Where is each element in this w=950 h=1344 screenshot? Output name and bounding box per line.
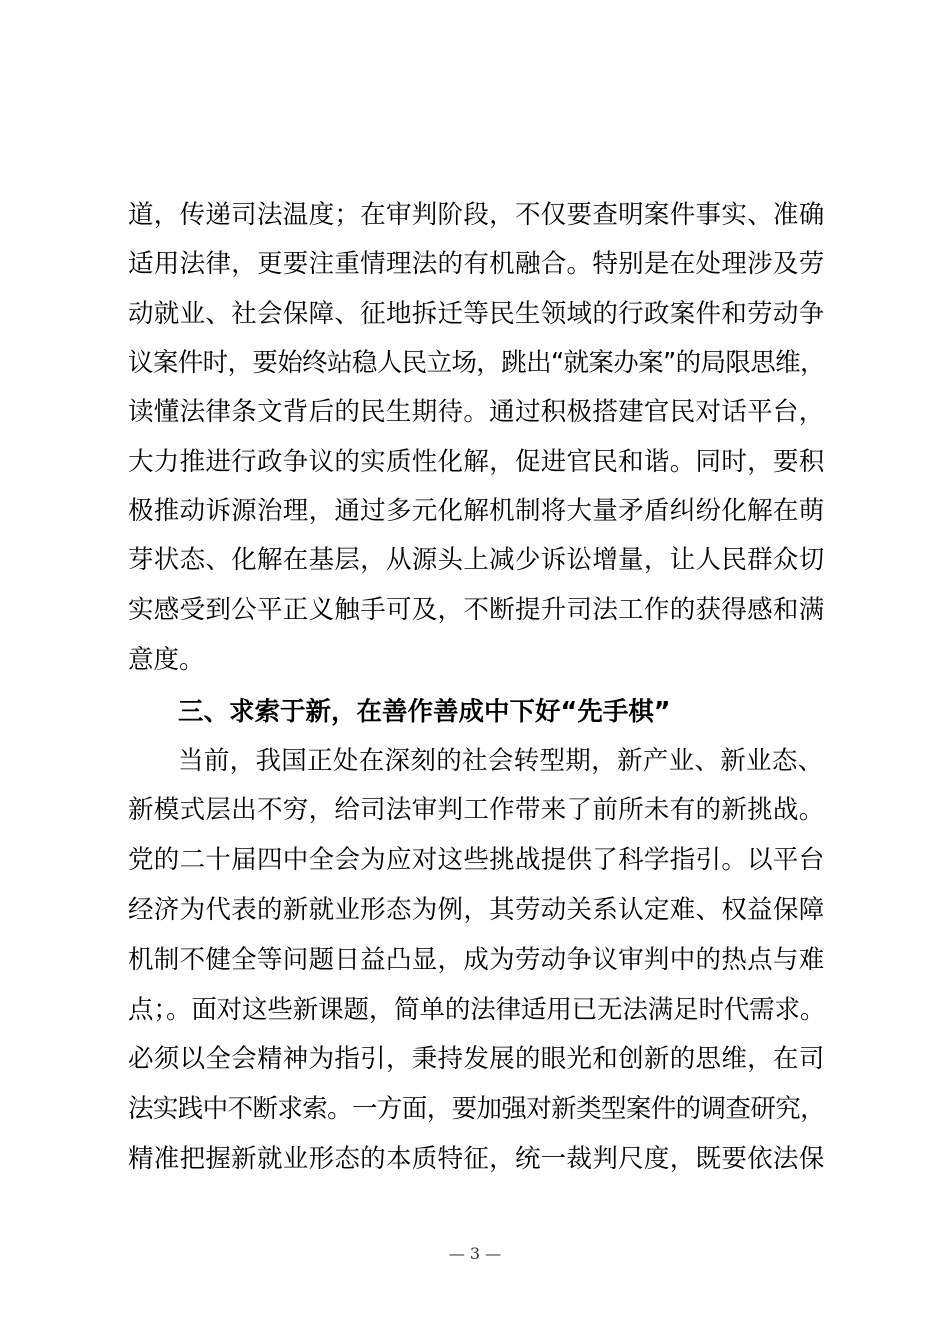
text-line: 道，传递司法温度；在审判阶段，不仅要查明案件事实、准确 <box>128 200 825 230</box>
text-line: 精准把握新就业形态的本质特征，统一裁判尺度，既要依法保 <box>128 1144 825 1174</box>
text-line: 当前，我国正处在深刻的社会转型期，新产业、新业态、 <box>178 746 824 776</box>
text-line: 法实践中不断求索。一方面，要加强对新类型案件的调查研究， <box>128 1094 826 1124</box>
text-line: 议案件时，要始终站稳人民立场，跳出“就案办案”的局限思维， <box>128 348 825 378</box>
text-line: 极推动诉源治理，通过多元化解机制将大量矛盾纠纷化解在萌 <box>128 496 825 526</box>
text-line: 适用法律，更要注重情理法的有机融合。特别是在处理涉及劳 <box>128 249 825 279</box>
text-line: 大力推进行政争议的实质性化解，促进官民和谐。同时，要积 <box>128 447 825 477</box>
text-line: 必须以全会精神为指引，秉持发展的眼光和创新的思维，在司 <box>128 1044 825 1074</box>
text-line: 点；。面对这些新课题，简单的法律适用已无法满足时代需求。 <box>128 995 826 1025</box>
text-line: 新模式层出不穷，给司法审判工作带来了前所未有的新挑战。 <box>128 795 825 825</box>
text-line: 党的二十届四中全会为应对这些挑战提供了科学指引。以平台 <box>128 845 825 875</box>
text-line: 芽状态、化解在基层，从源头上减少诉讼增量，让人民群众切 <box>128 545 825 575</box>
text-line: 动就业、社会保障、征地拆迁等民生领域的行政案件和劳动争 <box>128 299 825 329</box>
page-number: — 3 — <box>448 1244 502 1263</box>
text-line: 经济为代表的新就业形态为例，其劳动关系认定难、权益保障 <box>128 895 825 925</box>
text-line: 读懂法律条文背后的民生期待。通过积极搭建官民对话平台， <box>128 397 825 427</box>
text-line: 意度。 <box>128 645 205 675</box>
section-heading: 三、求索于新，在善作善成中下好“先手棋” <box>178 697 671 727</box>
text-line: 机制不健全等问题日益凸显，成为劳动争议审判中的热点与难 <box>128 945 825 975</box>
text-line: 实感受到公平正义触手可及，不断提升司法工作的获得感和满 <box>128 595 825 625</box>
